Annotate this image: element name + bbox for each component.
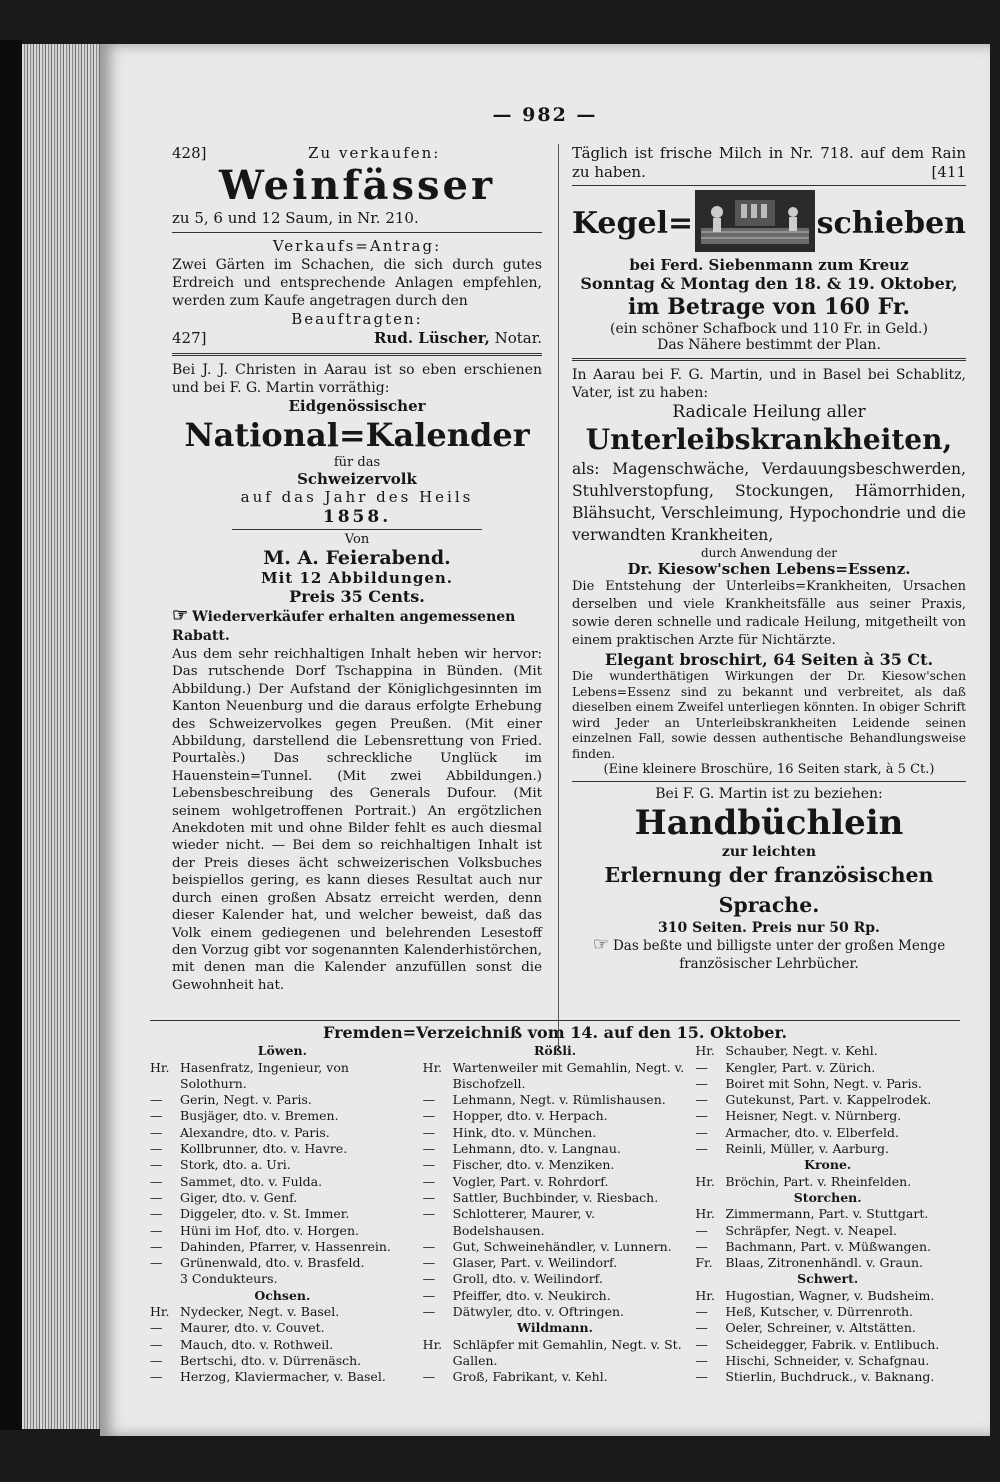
register-entry [150, 1223, 415, 1239]
ad-line: bei Ferd. Siebenmann zum Kreuz [629, 256, 909, 274]
entry-text: Lehmann, Negt. v. Rümlishausen. [452, 1092, 666, 1108]
entry-prefix: — [422, 1173, 436, 1189]
entry-prefix: — [422, 1157, 436, 1173]
entry-text: Schräpfer, Negt. v. Neapel. [725, 1222, 897, 1238]
ad-line: zu 5, 6 und 12 Saum, in Nr. 210. [172, 209, 419, 227]
entry-text: Scheidegger, Fabrik. v. Entlibuch. [725, 1336, 940, 1352]
entry-text: Boiret mit Sohn, Negt. v. Paris. [725, 1075, 922, 1091]
register-section-heading: Schwert. [797, 1271, 859, 1287]
entry-prefix: Fr. [695, 1255, 713, 1271]
ad-body: Die Entstehung der Unterleibs=Krankheiten, Ursachen derselben und viele Krankheitsfälle aus seiner Praxis, sowie deren schnelle und radicale Heilung, mitgetheilt von einem praktischen Arzte für Nichtärzte. [572, 579, 966, 648]
ad-line: Mit 12 Abbildungen. [260, 569, 454, 587]
register-entry [150, 1271, 415, 1287]
entry-prefix: — [695, 1320, 708, 1336]
entry-text: Kollbrunner, dto. v. Havre. [180, 1141, 348, 1157]
entry-text: Diggeler, dto. v. St. Immer. [180, 1206, 350, 1222]
entry-prefix: — [695, 1238, 708, 1254]
entry-prefix: — [695, 1141, 708, 1157]
pointing-hand-icon: ☞ [592, 934, 609, 955]
ad-line: Dr. Kiesow'schen Lebens=Essenz. [627, 560, 911, 578]
entry-text: Reinli, Müller, v. Aarburg. [725, 1141, 889, 1157]
register-entry [695, 1353, 960, 1369]
register-entry [695, 1060, 960, 1076]
ad-national-kalender [172, 361, 542, 994]
register-entry [150, 1174, 415, 1190]
entry-prefix: Hr. [150, 1059, 170, 1075]
register-entry [150, 1255, 415, 1271]
entry-text: Giger, dto. v. Genf. [180, 1189, 298, 1205]
entry-prefix: — [150, 1157, 163, 1173]
entry-text: Dätwyler, dto. v. Oftringen. [452, 1304, 625, 1320]
register-entry [150, 1157, 415, 1173]
entry-text: Fischer, dto. v. Menziken. [452, 1157, 615, 1173]
entry-text: Stork, dto. a. Uri. [180, 1157, 291, 1173]
ad-verkaufs-antrag [172, 237, 542, 348]
entry-prefix: — [150, 1255, 163, 1271]
register-entry [423, 1255, 688, 1271]
entry-prefix: — [695, 1222, 708, 1238]
divider [572, 781, 966, 782]
entry-text: Alexandre, dto. v. Paris. [180, 1124, 330, 1140]
entry-text: 3 Condukteurs. [180, 1271, 278, 1287]
signer-title: Notar. [494, 329, 542, 347]
register-section-heading: Storchen. [793, 1189, 862, 1205]
register-entry [150, 1141, 415, 1157]
ad-line: zur leichten [721, 844, 817, 860]
ad-line: auf das Jahr des Heils [240, 488, 474, 506]
register-entry [150, 1190, 415, 1206]
ad-number: 428] [172, 144, 207, 162]
register-section-heading: Löwen. [257, 1043, 307, 1059]
ad-title: Unterleibskrankheiten, [585, 423, 953, 456]
ad-line: im Betrage von 160 Fr. [627, 294, 911, 320]
divider [572, 358, 966, 361]
entry-prefix: — [422, 1271, 436, 1287]
ad-line: (Eine kleinere Broschüre, 16 Seiten stark, à 5 Ct.) [603, 762, 935, 777]
entry-prefix: — [150, 1320, 163, 1336]
ad-line: Eidgenössischer [288, 397, 426, 415]
entry-text: Hink, dto. v. München. [452, 1124, 597, 1140]
register-section-heading: Rößli. [533, 1043, 577, 1059]
register-entry [150, 1239, 415, 1255]
entry-prefix: — [150, 1352, 163, 1368]
entry-prefix: — [695, 1108, 708, 1124]
entry-prefix: — [150, 1206, 163, 1222]
ad-body: Die wunderthätigen Wirkungen der Dr. Kiesow'schen Lebens=Essenz sind zu bekannt und verbreitet, als daß dieselben einem Zweifel unterliegen könnten. In obiger Schrift wird Jeder an Unterleibskrankheiten Leidende seinen einzelnen Fall, sowie dessen authentische Behandlungsweise finden. [572, 669, 966, 761]
register-entry [695, 1108, 960, 1124]
entry-prefix: — [695, 1124, 708, 1140]
ad-weinfaesser [172, 144, 542, 228]
ad-body: als: Magenschwäche, Verdauungsbeschwerden, Stuhlverstopfung, Stockungen, Hämorrhiden, Blähsucht, Verschleimung, Hypochondrie und die verwandten Krankheiten, [572, 460, 966, 544]
ad-heading: Verkaufs=Antrag: [272, 237, 442, 255]
entry-text: Mauch, dto. v. Rothweil. [180, 1336, 334, 1352]
register-entry [695, 1288, 960, 1304]
register-entry [695, 1125, 960, 1141]
entry-text: Gut, Schweinehändler, v. Lunnern. [452, 1238, 672, 1254]
ad-title: National=Kalender [184, 416, 530, 454]
entry-prefix: Hr. [695, 1206, 715, 1222]
ad-handbuechlein [572, 786, 966, 973]
register-entry [150, 1369, 415, 1385]
register-entry [695, 1043, 960, 1059]
entry-text: Nydecker, Negt. v. Basel. [180, 1304, 340, 1320]
register-entry [695, 1174, 960, 1190]
entry-prefix: — [422, 1255, 436, 1271]
entry-text: Lehmann, dto. v. Langnau. [452, 1141, 621, 1157]
ad-number: 427] [172, 329, 207, 347]
ad-kegelschieben [572, 190, 966, 353]
book-spine [0, 40, 22, 1430]
entry-text: Gerin, Negt. v. Paris. [180, 1092, 312, 1108]
entry-prefix: — [695, 1369, 708, 1385]
entry-text: Blaas, Zitronenhändl. v. Graun. [725, 1255, 924, 1271]
entry-prefix: Hr. [695, 1173, 715, 1189]
ad-price: 310 Seiten. Preis nur 50 Rp. [658, 920, 880, 936]
ad-year: 1858. [322, 507, 392, 527]
entry-text: Gutekunst, Part. v. Kappelrodek. [725, 1092, 932, 1108]
entry-text: Kengler, Part. v. Zürich. [725, 1059, 876, 1075]
entry-text: Herzog, Klaviermacher, v. Basel. [180, 1369, 386, 1385]
ad-title: Kegel= [572, 205, 694, 241]
register-entry [150, 1125, 415, 1141]
page-edges [22, 44, 102, 1429]
entry-text: Maurer, dto. v. Couvet. [180, 1320, 325, 1336]
ad-line: Erlernung der französischen Sprache. [604, 863, 934, 917]
ad-body: Zwei Gärten im Schachen, die sich durch gutes Erdreich und entsprechende Anlagen empfehlen, werden zum Kaufe angetragen durch den [172, 257, 542, 309]
divider [172, 353, 542, 356]
page-number: — 982 — [492, 104, 598, 126]
ad-line: für das [333, 455, 381, 470]
entry-text: Armacher, dto. v. Elberfeld. [725, 1124, 899, 1140]
register-entry [423, 1271, 688, 1287]
entry-prefix: Hr. [695, 1043, 715, 1059]
register-entry [423, 1239, 688, 1255]
register-entry [423, 1125, 688, 1141]
divider [172, 232, 542, 233]
register-entry [695, 1223, 960, 1239]
register-entry [695, 1304, 960, 1320]
register-entry [150, 1108, 415, 1124]
bowling-alley-illustration [695, 190, 815, 256]
register-column [423, 1043, 688, 1385]
entry-text: Hugostian, Wagner, v. Budsheim. [725, 1287, 935, 1303]
register-entry [695, 1337, 960, 1353]
entry-prefix: — [422, 1304, 436, 1320]
ad-intro: Bei F. G. Martin ist zu beziehen: [655, 786, 883, 802]
entry-prefix: — [422, 1206, 436, 1222]
pointing-hand-icon: ☞ [172, 605, 189, 626]
entry-text: Wartenweiler mit Gemahlin, Negt. v. Bischofzell. [452, 1059, 685, 1091]
ad-line: Sonntag & Montag den 18. & 19. Oktober, [580, 274, 958, 293]
ad-line: Radicale Heilung aller [672, 402, 866, 422]
entry-text: Zimmermann, Part. v. Stuttgart. [725, 1206, 929, 1222]
ad-intro: In Aarau bei F. G. Martin, und in Basel bei Schablitz, Vater, ist zu haben: [572, 367, 966, 401]
entry-prefix: — [422, 1124, 436, 1140]
register-entry [150, 1092, 415, 1108]
right-column [572, 144, 966, 973]
ad-line: Das beßte und billigste unter der großen Menge französischer Lehrbücher. [612, 938, 946, 972]
ad-number: [411 [931, 163, 966, 181]
entry-text: Hasenfratz, Ingenieur, von Solothurn. [180, 1059, 349, 1091]
register-entry [423, 1060, 688, 1093]
register-entry [423, 1337, 688, 1370]
entry-text: Schauber, Negt. v. Kehl. [725, 1043, 878, 1059]
entry-prefix: — [422, 1092, 436, 1108]
register-section-heading: Krone. [804, 1157, 852, 1173]
register-entry [423, 1174, 688, 1190]
entry-prefix: — [695, 1059, 708, 1075]
entry-text: Schlotterer, Maurer, v. Bodelshausen. [452, 1206, 595, 1238]
ad-line: Beauftragten: [291, 310, 423, 328]
register-column [150, 1043, 415, 1385]
register-entry [423, 1288, 688, 1304]
entry-text: Heß, Kutscher, v. Dürrenroth. [725, 1304, 914, 1320]
entry-prefix: Hr. [695, 1287, 715, 1303]
entry-text: Groll, dto. v. Weilindorf. [452, 1271, 603, 1287]
left-column [172, 144, 542, 994]
register-entry [150, 1353, 415, 1369]
entry-text: Glaser, Part. v. Weilindorf. [452, 1255, 618, 1271]
ad-intro: Bei J. J. Christen in Aarau ist so eben erschienen und bei F. G. Martin vorräthig: [172, 362, 542, 396]
entry-prefix: — [150, 1141, 163, 1157]
ad-line: Das Nähere bestimmt der Plan. [657, 337, 881, 353]
entry-prefix: — [695, 1092, 708, 1108]
entry-text: Bachmann, Part. v. Müßwangen. [725, 1238, 931, 1254]
register-column [695, 1043, 960, 1385]
ad-line: (ein schöner Schafbock und 110 Fr. in Geld.) [610, 321, 928, 337]
entry-text: Groß, Fabrikant, v. Kehl. [452, 1369, 608, 1385]
register-entry [150, 1304, 415, 1320]
divider [572, 185, 966, 186]
entry-prefix: Hr. [422, 1059, 443, 1075]
register-title: Fremden=Verzeichniß vom 14. auf den 15. Oktober. [322, 1023, 788, 1042]
ad-milch [572, 144, 966, 181]
register-entry [423, 1141, 688, 1157]
register-entry [150, 1320, 415, 1336]
register-entry [423, 1304, 688, 1320]
ad-line: Von [344, 532, 370, 547]
register-section-heading: Ochsen. [254, 1287, 311, 1303]
entry-prefix: — [150, 1222, 163, 1238]
entry-prefix: Hr. [150, 1304, 170, 1320]
entry-text: Hüni im Hof, dto. v. Horgen. [180, 1222, 359, 1238]
ad-unterleibskrankheiten [572, 366, 966, 777]
entry-text: Bertschi, dto. v. Dürrenäsch. [180, 1352, 362, 1368]
register-entry [423, 1092, 688, 1108]
entry-prefix [150, 1271, 180, 1287]
entry-prefix: — [150, 1108, 163, 1124]
ad-line: Schweizervolk [297, 470, 417, 488]
entry-prefix: — [422, 1189, 436, 1205]
ad-line: Wiederverkäufer erhalten angemessenen Rabatt. [172, 609, 516, 644]
entry-prefix: — [150, 1124, 163, 1140]
entry-prefix: — [422, 1108, 436, 1124]
entry-text: Hopper, dto. v. Herpach. [452, 1108, 608, 1124]
register-entry [423, 1108, 688, 1124]
entry-prefix: — [150, 1092, 163, 1108]
register-entry [423, 1157, 688, 1173]
ad-title: schieben [816, 205, 966, 241]
entry-text: Busjäger, dto. v. Bremen. [180, 1108, 339, 1124]
entry-prefix: — [695, 1075, 708, 1091]
entry-prefix: Hr. [422, 1336, 443, 1352]
ad-line: Zu verkaufen: [308, 144, 441, 162]
entry-text: Heisner, Negt. v. Nürnberg. [725, 1108, 902, 1124]
entry-prefix: — [695, 1352, 708, 1368]
entry-text: Pfeiffer, dto. v. Neukirch. [452, 1287, 611, 1303]
register-entry [695, 1092, 960, 1108]
register-entry [423, 1190, 688, 1206]
register-entry [695, 1369, 960, 1385]
signer-name: Rud. Lüscher, [373, 329, 490, 347]
register-entry [150, 1206, 415, 1222]
ad-title: Weinfässer [218, 162, 496, 209]
register-entry [695, 1076, 960, 1092]
register-entry [423, 1206, 688, 1239]
ad-author: M. A. Feierabend. [263, 547, 451, 569]
column-divider [558, 144, 559, 1049]
entry-prefix: — [150, 1369, 163, 1385]
divider [150, 1020, 960, 1021]
entry-prefix: — [695, 1336, 708, 1352]
ad-line: durch Anwendung der [700, 546, 838, 560]
entry-text: Vogler, Part. v. Rohrdorf. [452, 1173, 609, 1189]
entry-text: Bröchin, Part. v. Rheinfelden. [725, 1173, 912, 1189]
entry-prefix: — [422, 1369, 436, 1385]
entry-text: Oeler, Schreiner, v. Altstätten. [725, 1320, 916, 1336]
entry-prefix: — [150, 1336, 163, 1352]
newspaper-page [100, 44, 990, 1436]
register-section-heading: Wildmann. [517, 1320, 593, 1336]
divider [232, 529, 482, 530]
register-entry [695, 1141, 960, 1157]
entry-prefix: — [422, 1287, 436, 1303]
entry-text: Hischi, Schneider, v. Schafgnau. [725, 1352, 930, 1368]
ad-price: Preis 35 Cents. [289, 587, 425, 606]
entry-prefix: — [695, 1304, 708, 1320]
entry-text: Sammet, dto. v. Fulda. [180, 1173, 323, 1189]
register-entry [150, 1337, 415, 1353]
entry-prefix: — [150, 1173, 163, 1189]
entry-text: Stierlin, Buchdruck., v. Baknang. [725, 1369, 935, 1385]
entry-prefix: — [422, 1141, 436, 1157]
entry-prefix: — [150, 1189, 163, 1205]
register-entry [695, 1320, 960, 1336]
entry-prefix: — [150, 1238, 163, 1254]
register-entry [695, 1239, 960, 1255]
register-entry [423, 1369, 688, 1385]
ad-title: Handbüchlein [634, 803, 904, 843]
entry-text: Grünenwald, dto. v. Brasfeld. [180, 1255, 365, 1271]
register-entry [150, 1060, 415, 1093]
entry-text: Dahinden, Pfarrer, v. Hassenrein. [180, 1238, 391, 1254]
ad-price: Elegant broschirt, 64 Seiten à 35 Ct. [604, 650, 934, 669]
entry-text: Sattler, Buchbinder, v. Riesbach. [452, 1189, 659, 1205]
register-entry [695, 1206, 960, 1222]
fremden-verzeichnis [150, 1016, 960, 1386]
ad-body: Aus dem sehr reichhaltigen Inhalt heben wir hervor: Das rutschende Dorf Tschappina in Bünden. (Mit Abbildung.) Der Aufstand der Königlichgesinnten im Kanton Neuenburg und die daraus erfolgte Erhebung des Schweizervolkes gegen Preußen. (Mit einer Abbildung, darstellend die Lebensrettung von Fried. Pourtalès.) Das schreckliche Unglück im Hauenstein=Tunnel. (Mit zwei Abbildungen.) Lebensbeschreibung des Generals Dufour. (Mit seinem wohlgetroffenen Portrait.) An ergötzlichen Anekdoten mit und ohne Bilder fehlt es auch diesmal wieder nicht. — Bei dem so reichhaltigen Inhalt ist der Preis dieses ächt schweizerischen Volksbuches beispiellos gering, es kann dieses Resultat auch nur durch einen großen Absatz erreicht werden, denn dieser Kalender hat, und welcher beweist, daß das Volk einem gediegenen und belehrenden Lesestoff den Vorzug gibt vor sogenannten Kalenderhistörchen, mit denen man die Kalender anzufüllen sonst die Gewohnheit hat. [172, 647, 542, 993]
entry-prefix: — [422, 1238, 436, 1254]
register-entry [695, 1255, 960, 1271]
entry-text: Schläpfer mit Gemahlin, Negt. v. St. Gallen. [452, 1336, 682, 1368]
ad-body: Täglich ist frische Milch in Nr. 718. auf dem Rain zu haben. [572, 144, 966, 181]
